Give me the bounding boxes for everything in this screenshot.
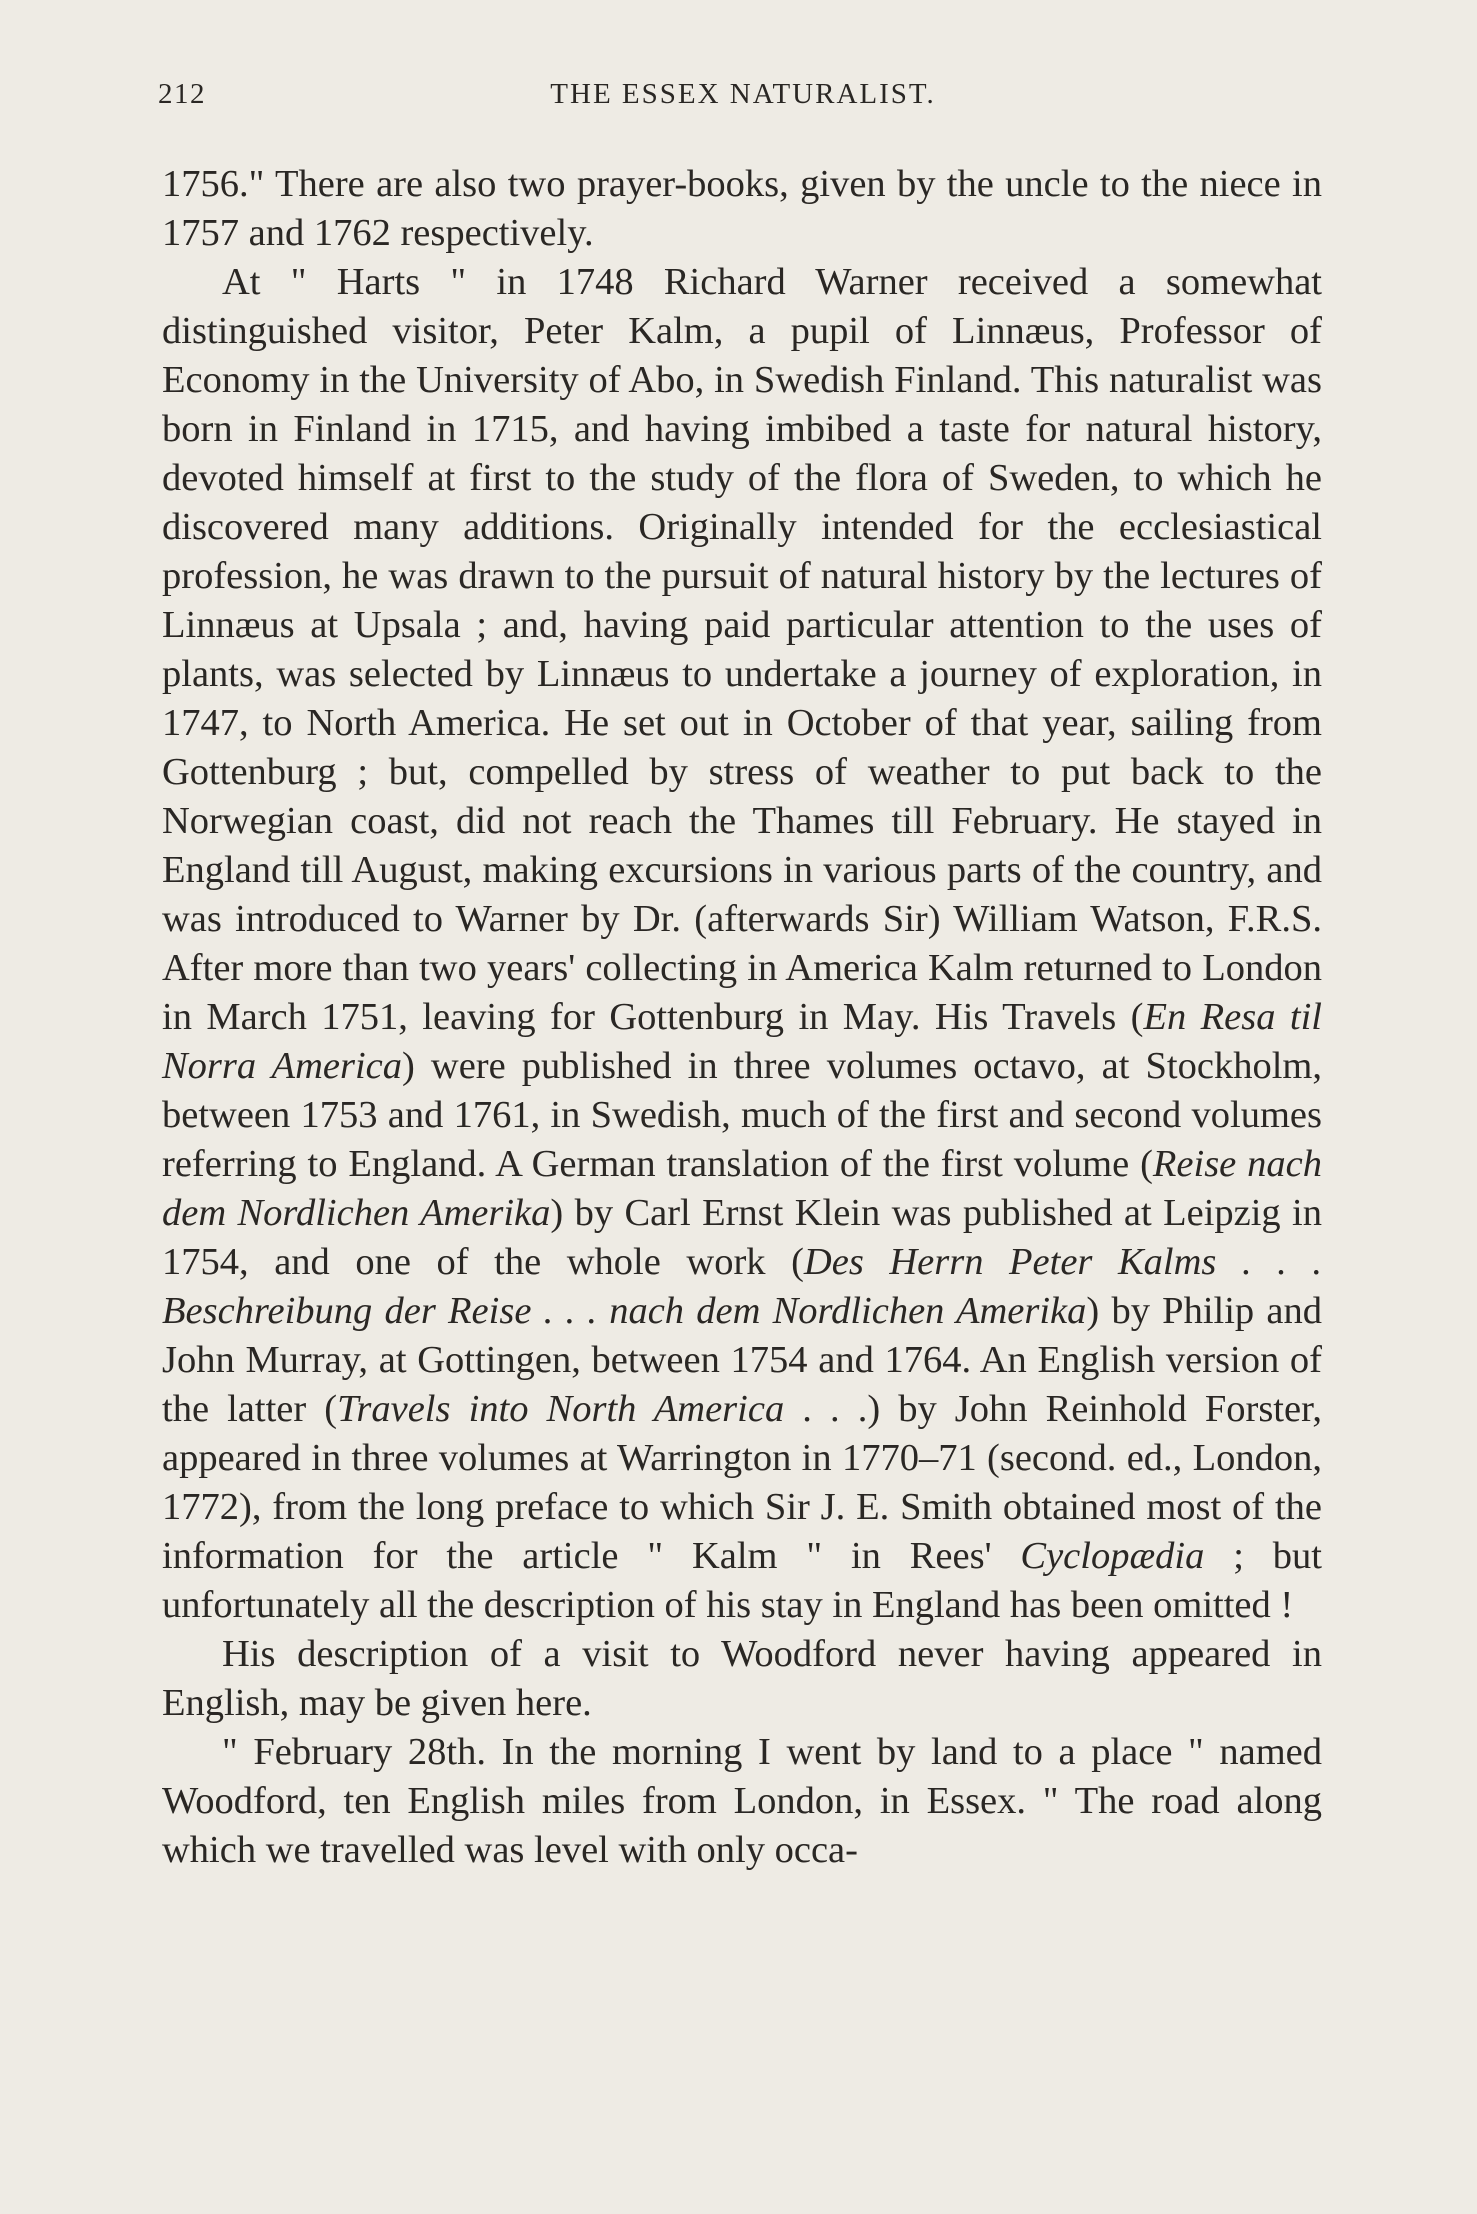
body-text [162,160,1322,1875]
text-segment: ; but unfortunately all the description of his stay in England has been omitted ! [162,1535,1322,1626]
paragraph [162,160,1322,258]
paragraph [162,1630,1322,1728]
text-segment: . . .) by John Reinhold Forster, appeared in three volumes at Warrington in 1770–71 (second. ed., London, 1772), from the long preface to which Sir J. E. Smith obtained most of the information for the article " Kalm " in Rees' [162,1388,1322,1577]
text-segment: ) by Carl Ernst Klein was published at Leipzig in 1754, and one of the whole work ( [162,1192,1322,1283]
paragraph [162,258,1322,1630]
italic-title: Cyclopædia [1020,1535,1205,1577]
page-number: 212 [158,78,206,110]
running-title: THE ESSEX NATURALIST. [550,78,936,110]
text-segment: " February 28th. In the morning I went by land to a place " named Woodford, ten English miles from London, in Essex. " The road along which we travelled was level with only occa- [162,1731,1322,1871]
text-segment: ) by Philip and John Murray, at Gottingen, between 1754 and 1764. An English version of the latter ( [162,1290,1322,1430]
page-header [158,78,1328,118]
italic-title: Des Herrn Peter Kalms . . . Beschreibung der Reise . . . nach dem Nordlichen Amerika [162,1241,1322,1332]
text-segment: ) were published in three volumes octavo, at Stockholm, between 1753 and 1761, in Swedish, much of the first and second volumes referring to England. A German translation of the first volume ( [162,1045,1322,1185]
paragraph [162,1728,1322,1875]
italic-title: En Resa til Norra America [162,996,1323,1087]
text-segment: At " Harts " in 1748 Richard Warner received a somewhat distinguished visitor, Peter Kalm, a pupil of Linnæus, Professor of Economy in the University of Abo, in Swedish Finland. This naturalist was born in Finland in 1715, and having imbibed a taste for natural history, devoted himself at first to the study of the flora of Sweden, to which he discovered many additions. Originally intended for the ecclesiastical profession, he was drawn to the pursuit of natural history by the lectures of Linnæus at Upsala ; and, having paid particular attention to the uses of plants, was selected by Linnæus to undertake a journey of exploration, in 1747, to North America. He set out in October of that year, sailing from Gottenburg ; but, compelled by stress of weather to put back to the Norwegian coast, did not reach the Thames till February. He stayed in England till August, making excursions in various parts of the country, and was introduced to Warner by Dr. (afterwards Sir) William Watson, F.R.S. After more than two years' collecting in America Kalm returned to London in March 1751, leaving for Gottenburg in May. His Travels ( [162,261,1322,1038]
italic-title: Reise nach dem Nordlichen Amerika [162,1143,1322,1234]
italic-title: Travels into North America [337,1388,785,1430]
text-segment: His description of a visit to Woodford never having appeared in English, may be given here. [162,1633,1322,1724]
text-segment: 1756." There are also two prayer-books, given by the uncle to the niece in 1757 and 1762 respectively. [162,163,1322,254]
